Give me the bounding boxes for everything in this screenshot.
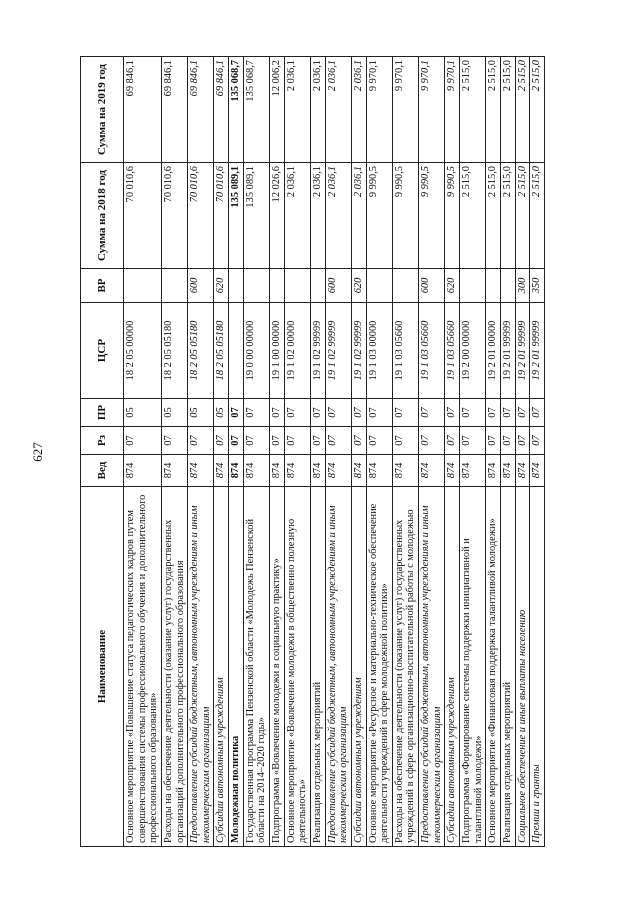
cell-pr: 07 [392,399,418,427]
header-name: Наименование [81,487,124,847]
cell-ved: 874 [229,455,244,487]
cell-vr [310,269,325,303]
table-row [486,57,501,847]
header-sum-2019: Сумма на 2019 год [81,57,124,163]
cell-ved: 874 [214,455,229,487]
cell-sum-2019: 2 515,0 [460,57,486,163]
cell-ved: 874 [445,455,460,487]
cell-sum-2019: 2 515,0 [486,57,501,163]
table-row [243,57,269,847]
cell-csr: 19 1 02 99999 [351,303,366,399]
table-row [124,57,162,847]
header-vr: ВР [81,269,124,303]
table-row [188,57,214,847]
cell-rz: 07 [229,427,244,455]
table-row [284,57,310,847]
cell-sum-2018: 70 010,6 [214,163,229,269]
cell-csr: 18 2 05 00000 [124,303,162,399]
cell-csr: 19 1 02 99999 [325,303,351,399]
cell-ved: 874 [500,455,515,487]
cell-vr: 300 [515,269,530,303]
cell-name: Основное мероприятие «Ресурсное и материально-техническое обеспечение деятельности учреждений в сфере молодежной политики» [366,487,392,847]
cell-pr: 05 [188,399,214,427]
cell-sum-2018: 12 026,6 [270,163,285,269]
cell-vr [366,269,392,303]
cell-csr: 19 2 00 00000 [460,303,486,399]
cell-name: Субсидии автономным учреждениям [445,487,460,847]
cell-ved: 874 [243,455,269,487]
cell-rz: 07 [530,427,545,455]
cell-vr [124,269,162,303]
rotated-page-content [80,57,580,847]
header-csr: ЦСР [81,303,124,399]
cell-ved: 874 [270,455,285,487]
cell-pr: 07 [270,399,285,427]
cell-pr: 05 [214,399,229,427]
cell-sum-2018: 2 036,1 [325,163,351,269]
cell-rz: 07 [214,427,229,455]
cell-sum-2019: 69 846,1 [188,57,214,163]
cell-ved: 874 [366,455,392,487]
cell-pr: 07 [460,399,486,427]
cell-name: Премии и гранты [530,487,545,847]
cell-ved: 874 [284,455,310,487]
cell-name: Предоставление субсидий бюджетным, автономным учреждениям и иным некоммерческим организациям [188,487,214,847]
cell-vr: 620 [351,269,366,303]
table-row [270,57,285,847]
page-number: 627 [30,442,45,462]
cell-rz: 07 [515,427,530,455]
cell-vr [486,269,501,303]
cell-sum-2018: 2 515,0 [530,163,545,269]
cell-rz: 07 [325,427,351,455]
cell-pr: 07 [351,399,366,427]
cell-sum-2018: 2 036,1 [284,163,310,269]
cell-csr: 19 1 03 05660 [392,303,418,399]
cell-csr: 19 1 02 00000 [284,303,310,399]
cell-name: Подпрограмма «Вовлечение молодежи в социальную практику» [270,487,285,847]
cell-ved: 874 [124,455,162,487]
cell-sum-2018: 2 515,0 [515,163,530,269]
cell-name: Предоставление субсидий бюджетным, автономным учреждениям и иным некоммерческим организациям [419,487,445,847]
cell-pr: 07 [325,399,351,427]
cell-name: Субсидии автономным учреждениям [351,487,366,847]
cell-csr: 19 1 03 05660 [445,303,460,399]
cell-ved: 874 [419,455,445,487]
cell-pr: 05 [161,399,187,427]
cell-ved: 874 [325,455,351,487]
cell-sum-2018: 70 010,6 [124,163,162,269]
cell-rz: 07 [351,427,366,455]
table-row [500,57,515,847]
table-row [460,57,486,847]
cell-rz: 07 [366,427,392,455]
cell-name: Государственная программа Пензенской области «Молодежь Пензенской области на 2014–2020 годы» [243,487,269,847]
cell-rz: 07 [445,427,460,455]
table-row [392,57,418,847]
cell-vr [500,269,515,303]
cell-sum-2019: 2 036,1 [284,57,310,163]
cell-sum-2019: 2 036,1 [351,57,366,163]
table-row [351,57,366,847]
cell-ved: 874 [530,455,545,487]
header-rz: Рз [81,427,124,455]
cell-pr: 07 [445,399,460,427]
cell-sum-2018: 2 036,1 [351,163,366,269]
cell-vr: 350 [530,269,545,303]
cell-rz: 07 [270,427,285,455]
table-header-row [81,57,124,847]
cell-name: Основное мероприятие «Вовлечение молодежи в общественно полезную деятельность» [284,487,310,847]
cell-vr: 600 [325,269,351,303]
cell-vr [460,269,486,303]
cell-rz: 07 [161,427,187,455]
cell-rz: 07 [243,427,269,455]
table-row [229,57,244,847]
cell-csr: 19 2 01 99999 [500,303,515,399]
cell-csr: 18 2 05 05180 [214,303,229,399]
cell-pr: 07 [243,399,269,427]
cell-pr: 07 [530,399,545,427]
table-row [530,57,545,847]
cell-csr: 19 1 03 00000 [366,303,392,399]
cell-sum-2019: 69 846,1 [214,57,229,163]
header-pr: ПР [81,399,124,427]
cell-name: Подпрограмма «Формирование системы поддержки инициативной и талантливой молодежи» [460,487,486,847]
cell-sum-2019: 2 515,0 [515,57,530,163]
cell-name: Основное мероприятие «Повышение статуса педагогических кадров путем совершенствования системы профессионального обучения и дополнительного профессионального образования» [124,487,162,847]
table-body [124,57,545,847]
cell-pr: 07 [366,399,392,427]
cell-rz: 07 [188,427,214,455]
cell-rz: 07 [460,427,486,455]
cell-pr: 07 [229,399,244,427]
cell-vr [392,269,418,303]
cell-rz: 07 [486,427,501,455]
cell-ved: 874 [392,455,418,487]
cell-ved: 874 [486,455,501,487]
cell-csr: 19 2 01 99999 [530,303,545,399]
cell-sum-2019: 69 846,1 [124,57,162,163]
cell-ved: 874 [460,455,486,487]
cell-sum-2019: 2 515,0 [500,57,515,163]
cell-csr: 19 2 01 99999 [515,303,530,399]
table-row [366,57,392,847]
cell-ved: 874 [515,455,530,487]
cell-sum-2018: 9 990,5 [392,163,418,269]
cell-name: Расходы на обеспечение деятельности (оказание услуг) государственных учреждений в сфере организационно-воспитательной работы с молодежью [392,487,418,847]
cell-vr [270,269,285,303]
cell-sum-2018: 2 515,0 [486,163,501,269]
table-row [161,57,187,847]
cell-name: Основное мероприятие «Финансовая поддержка талантливой молодежи» [486,487,501,847]
cell-pr: 07 [310,399,325,427]
cell-sum-2019: 9 970,1 [445,57,460,163]
cell-sum-2018: 70 010,6 [161,163,187,269]
cell-sum-2018: 135 089,1 [229,163,244,269]
table-row [310,57,325,847]
cell-ved: 874 [310,455,325,487]
header-ved: Вед [81,455,124,487]
cell-name: Реализация отдельных мероприятий [310,487,325,847]
header-sum-2018: Сумма на 2018 год [81,163,124,269]
cell-csr [229,303,244,399]
cell-vr [284,269,310,303]
cell-sum-2018: 70 010,6 [188,163,214,269]
cell-pr: 07 [500,399,515,427]
cell-pr: 07 [284,399,310,427]
cell-rz: 07 [500,427,515,455]
cell-name: Предоставление субсидий бюджетным, автономным учреждениям и иным некоммерческим организациям [325,487,351,847]
cell-sum-2019: 9 970,1 [392,57,418,163]
cell-pr: 07 [515,399,530,427]
cell-ved: 874 [351,455,366,487]
cell-vr: 620 [214,269,229,303]
cell-vr [161,269,187,303]
table-row [325,57,351,847]
cell-pr: 07 [419,399,445,427]
cell-sum-2019: 2 036,1 [310,57,325,163]
cell-name: Расходы на обеспечение деятельности (оказание услуг) государственных организаций дополнительного профессионального образования [161,487,187,847]
cell-sum-2018: 2 036,1 [310,163,325,269]
cell-ved: 874 [188,455,214,487]
cell-sum-2019: 12 006,2 [270,57,285,163]
cell-rz: 07 [124,427,162,455]
cell-sum-2018: 2 515,0 [460,163,486,269]
cell-csr: 19 1 00 00000 [270,303,285,399]
cell-sum-2018: 9 990,5 [445,163,460,269]
cell-csr: 19 0 00 00000 [243,303,269,399]
cell-name: Субсидии автономным учреждениям [214,487,229,847]
cell-sum-2019: 9 970,1 [366,57,392,163]
cell-csr: 19 1 02 99999 [310,303,325,399]
cell-sum-2019: 2 036,1 [325,57,351,163]
cell-name: Реализация отдельных мероприятий [500,487,515,847]
table-row [445,57,460,847]
cell-csr: 19 1 03 05660 [419,303,445,399]
cell-vr [229,269,244,303]
budget-table [80,56,545,847]
cell-rz: 07 [419,427,445,455]
cell-sum-2019: 9 970,1 [419,57,445,163]
table-row [419,57,445,847]
cell-sum-2018: 9 990,5 [419,163,445,269]
cell-rz: 07 [392,427,418,455]
cell-sum-2018: 135 089,1 [243,163,269,269]
cell-csr: 18 2 05 05180 [188,303,214,399]
cell-rz: 07 [310,427,325,455]
cell-vr: 620 [445,269,460,303]
cell-sum-2018: 9 990,5 [366,163,392,269]
cell-sum-2019: 2 515,0 [530,57,545,163]
cell-vr: 600 [188,269,214,303]
cell-vr: 600 [419,269,445,303]
cell-pr: 05 [124,399,162,427]
cell-sum-2019: 135 068,7 [229,57,244,163]
cell-sum-2019: 69 846,1 [161,57,187,163]
cell-pr: 07 [486,399,501,427]
table-row [214,57,229,847]
cell-name: Социальное обеспечение и иные выплаты населению [515,487,530,847]
cell-name: Молодежная политика [229,487,244,847]
cell-vr [243,269,269,303]
cell-sum-2018: 2 515,0 [500,163,515,269]
cell-ved: 874 [161,455,187,487]
cell-csr: 18 2 05 05180 [161,303,187,399]
cell-sum-2019: 135 068,7 [243,57,269,163]
cell-rz: 07 [284,427,310,455]
table-row [515,57,530,847]
cell-csr: 19 2 01 00000 [486,303,501,399]
